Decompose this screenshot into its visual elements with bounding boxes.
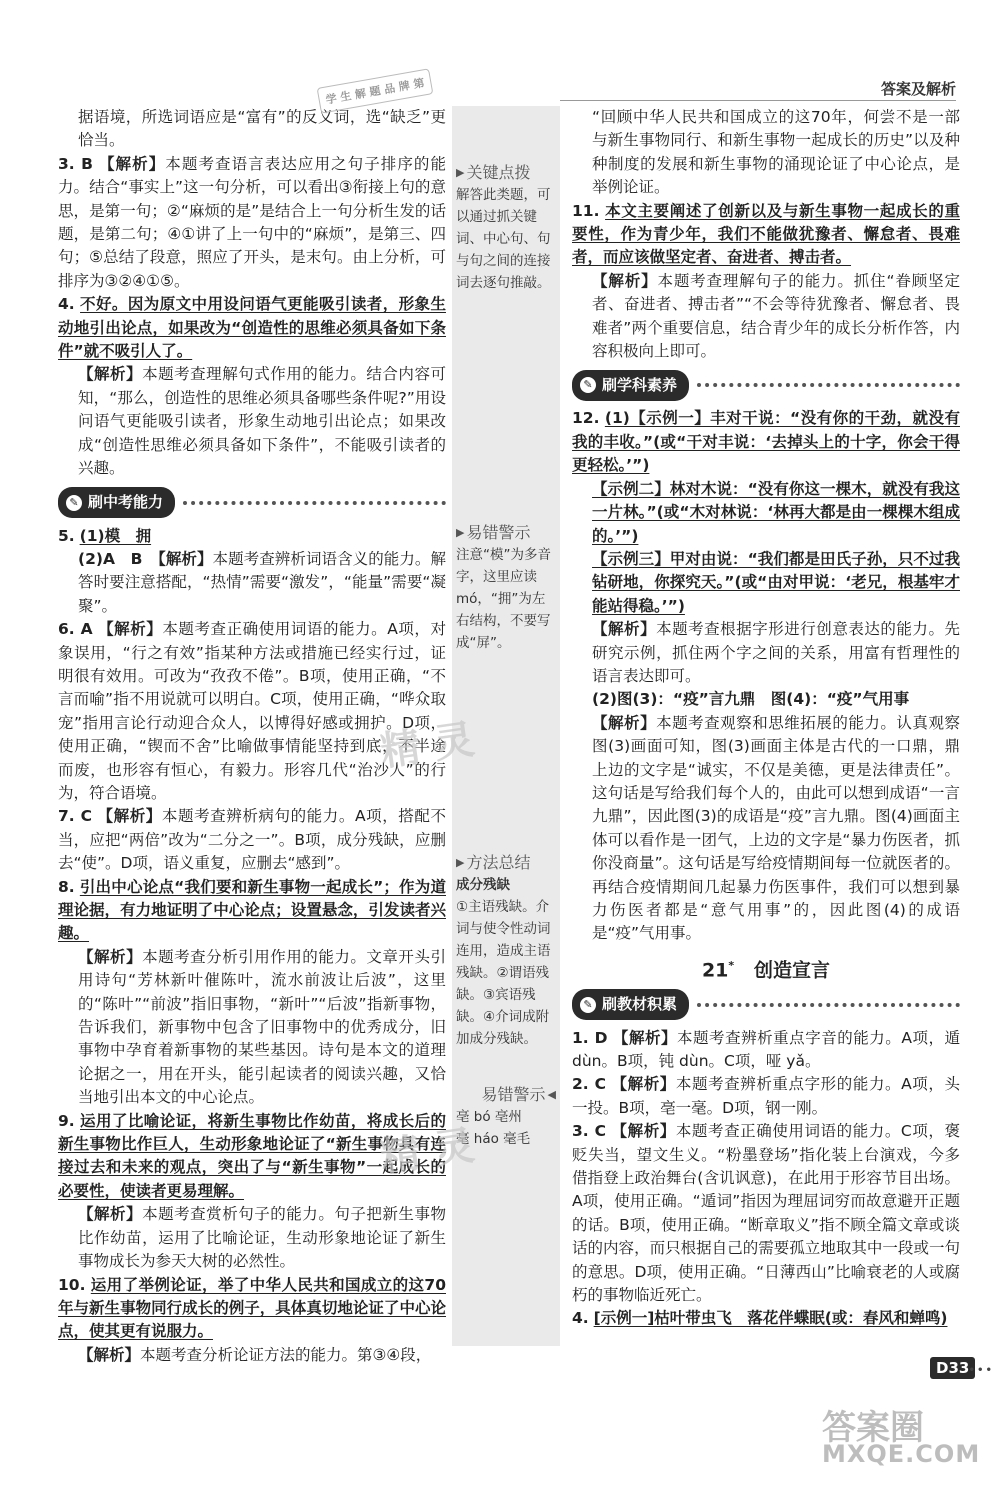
answer-8-analysis: 【解析】本题考查分析引用作用的能力。文章开头引用诗句“芳林新叶催陈叶，流水前波让后波”，这里的“陈叶”“前波”指旧事物，“新叶”“后波”指新事物，告诉我们，新事物中包含了旧事物中的优秀成分，旧事物中孕育着新事物的某些基因。诗句是本文的道理论据之一，用在开头，能引起读者的阅读兴趣，又恰当地引出本文的中心论点。 (78, 947, 446, 1107)
answer-12: 12. (1)【示例一】丰对干说：“没有你的干劲，就没有我的丰收。”(或“干对丰说：‘去掉头上的十字，你会干得更轻松。’”) (572, 409, 960, 475)
left-continued-text: 据语境，所选词语应是“富有”的反义词，选“缺乏”更恰当。 (78, 108, 446, 150)
chapter-answer-3: 3. C 【解析】本题考查正确使用词语的能力。C项，褒贬失当，望文生义。“粉墨登场”指化装上台演戏，今多借指登上政治舞台(含讥讽意)，在此用于形容节目出场。A项，使用正确。“遁词”指因为理屈词穷而故意避开正题的话。B项，使用正确。“断章取义”指不顾全篇文章或谈话的内容，而只根据自己的需要孤立地取其中一段或一句的意思。D项，使用正确。“日薄西山”比喻衰老的人或腐朽的事物临近死亡。 (572, 1122, 960, 1305)
section-zhongkao (58, 487, 446, 519)
answer-6: 6. A 【解析】本题考查正确使用词语的能力。A项，对象误用，“行之有效”指某种方法或措施已经实行过，证明很有效用。可改为“孜孜不倦”。B项，使用正确，“不言而喻”指不用说就可以明白。C项，使用正确，“哗众取宠”指用言论行动迎合众人，以博得好感或拥护。D项，使用正确，“锲而不舍”比喻做事情能坚持到底，不半途而废，也形容有恒心，有毅力。形容几代“治沙人”的行为，符合语境。 (58, 620, 446, 802)
section-badge: ✎ 刷学科素养 (572, 370, 689, 401)
answer-10: 10. 运用了举例论证，举了中华人民共和国成立的这70年与新生事物同行成长的例子，具体真切地论证了中心论点，使其更有说服力。 (58, 1275, 446, 1341)
answer-9: 9. 运用了比喻论证，将新生事物比作幼苗，将成长后的新生事物比作巨人，生动形象地论证了“新生事物具有连接过去和未来的观点，突出了与“新生事物”一起成长的必要性，使读者更易理解。 (58, 1111, 446, 1200)
section-badge: ✎ 刷教材积累 (572, 989, 689, 1020)
arrow-icon: ▶ (456, 856, 465, 869)
logo-watermark: 答案圈 (822, 1408, 924, 1448)
answer-9-analysis: 【解析】本题考查赏析句子的能力。句子把新生事物比作幼苗，运用了比喻论证，生动形象地论证了新生事物成长为参天大树的必然性。 (78, 1205, 446, 1271)
answer-5-part2: (2)A B 【解析】本题考查辨析词语含义的能力。解答时要注意搭配，“热情”需要“激发”，“能量”需要“凝聚”。 (78, 549, 446, 615)
answer-12-analysis2: 【解析】本题考查观察和思维拓展的能力。认真观察图(3)画面可知，图(3)画面主体是古代的一口鼎，鼎上边的文字是“诚实，不仅是美德，更是法律责任”。这句话是写给我们每个人的，由此可以想到成语“一言九鼎”，因此图(3)的成语是“疫”言九鼎。图(4)画面主体可以看作是一团气，上边的文字是“暴力伤医者，抓你没商量”。这句话是写给疫情期间每一位就医者的。再结合疫情期间几起暴力伤医事件，我们可以想到暴力伤医者都是“意气用事”的，因此图(4)的成语是“疫”气用事。 (592, 713, 960, 943)
answer-4-analysis: 【解析】本题考查理解句式作用的能力。结合内容可知，“那么，创造性的思维必须具备哪些条件呢?”用设问语气更能吸引读者，形象生动地引出论点；如果改成“创造性思维必须具备如下条件”，不能吸引读者的兴趣。 (78, 365, 446, 478)
answer-12-example3: 【示例三】甲对由说：“我们都是田氏子孙，只不过我钻研地，你探究天。”(或“由对甲说：‘老兄，根基牢才能站得稳。’”) (592, 549, 960, 615)
watermark-2: 精 灵 (377, 1122, 478, 1182)
answer-7: 7. C 【解析】本题考查辨析病句的能力。A项，搭配不当，应把“两倍”改为“二分之一”。B项，成分残缺，应删去“使”。D项，语义重复，应删去“感到”。 (58, 807, 446, 873)
tip-key-points: ▶ 关键点拨 解答此类题，可以通过抓关键词、中心句、句与句之间的连接词去逐句推敲。 (456, 163, 551, 291)
page-dots: ∙∙∙ (968, 1362, 994, 1376)
answer-12-analysis1: 【解析】本题考查根据字形进行创意表达的能力。先研究示例，抓住两个字之间的关系，用富有哲理性的语言表达即可。 (592, 620, 960, 685)
dotted-divider (697, 1003, 960, 1007)
chapter-title: 21* 创造宣言 (701, 958, 831, 982)
right-continued-text: “回顾中华人民共和国成立的这70年，何尝不是一部与新生事物同行、和新生事物一起成长的历史”以及种种制度的发展和新生事物的涌现论证了中心论点，是举例论证。 (592, 108, 960, 197)
stamp-watermark: 学 生 解 题 品 牌 第 (317, 68, 434, 113)
answer-10-analysis: 【解析】本题考查分析论证方法的能力。第③④段， (78, 1345, 432, 1364)
answer-11-analysis: 【解析】本题考查理解句子的能力。抓住“眷顾坚定者、奋进者、搏击者”“不会等待犹豫者、懈怠者、畏难者”两个重要信息，结合青少年的成长分析作答，内容积极向上即可。 (592, 271, 960, 361)
right-column (572, 106, 960, 1331)
header-rule (560, 100, 956, 101)
tip-method-summary: ▶ 方法总结 成分残缺 ①主语残缺。介词与使令性动词连用，造成主语残缺。②谓语残缺。③宾语残缺。④介词成附加成分残缺。 (456, 853, 551, 1047)
watermark-1: 精 灵 (377, 716, 478, 776)
answer-12-example2: 【示例二】林对木说：“没有你这一棵木，就没有我这一片林。”(或“木对林说：‘林再大都是由一棵棵木组成的。’”) (592, 479, 960, 545)
site-watermark: MXQE.COM (822, 1440, 981, 1468)
section-xueke (572, 369, 960, 401)
arrow-icon: ▶ (456, 526, 465, 539)
dotted-divider (183, 501, 446, 505)
tip-error-warning-1: ▶ 易错警示 注意“模”为多音字，这里应读mó，“拥”为左右结构，不要写成“屏”。 (456, 523, 551, 651)
pen-icon: ✎ (580, 997, 596, 1013)
answer-12-part2: (2)图(3)：“疫”言九鼎 图(4)：“疫”气用事 (592, 690, 910, 709)
tip-error-warning-2: 易错警示 ◀ 亳 bó 亳州 毫 háo 毫毛 (456, 1085, 556, 1147)
chapter-answer-2: 2. C 【解析】本题考查辨析重点字形的能力。A项，头一投。B项，亳一毫。D项，钢一刚。 (572, 1075, 960, 1117)
answer-5: 5. (1)模 拥 (58, 526, 152, 545)
answer-3: 3. B 【解析】本题考查语言表达应用之句子排序的能力。结合“事实上”这一句分析，可以看出③衔接上句的意思，是第一句；②“麻烦的是”是结合上一句分析生发的话题，是第二句；④①讲了上一句中的“麻烦”，是第三、四句；⑤总结了段意，照应了开头，是末句。由上分析，可排序为③②④①⑤。 (58, 154, 446, 290)
pen-icon: ✎ (66, 495, 82, 511)
arrow-left-icon: ◀ (547, 1088, 556, 1101)
pen-icon: ✎ (580, 377, 596, 393)
chapter-answer-1: 1. D 【解析】本题考查辨析重点字音的能力。A项，遁 dùn。B项，钝 dùn。C项，哑 yǎ。 (572, 1028, 960, 1070)
page-number: D33 (930, 1357, 975, 1379)
dotted-divider (697, 383, 960, 387)
answer-8: 8. 引出中心论点“我们要和新生事物一起成长”；作为道理论据，有力地证明了中心论点；设置悬念，引发读者兴趣。 (58, 877, 446, 943)
header-title: 答案及解析 (880, 80, 956, 98)
section-jiaocai (572, 989, 960, 1021)
answer-4: 4. 不好。因为原文中用设问语气更能吸引读者，形象生动地引出论点，如果改为“创造性的思维必须具备如下条件”就不吸引人了。 (58, 295, 446, 361)
section-badge: ✎ 刷中考能力 (58, 487, 175, 518)
chapter-answer-4: 4. [示例一]枯叶带虫飞 落花伴蝶眠(或：春风和蝉鸣) (572, 1309, 948, 1328)
arrow-icon: ▶ (456, 166, 465, 179)
answer-11: 11. 本文主要阐述了创新以及与新生事物一起成长的重要性，作为青少年，我们不能做犹豫者、懈怠者、畏难者，而应该做坚定者、奋进者、搏击者。 (572, 201, 960, 267)
